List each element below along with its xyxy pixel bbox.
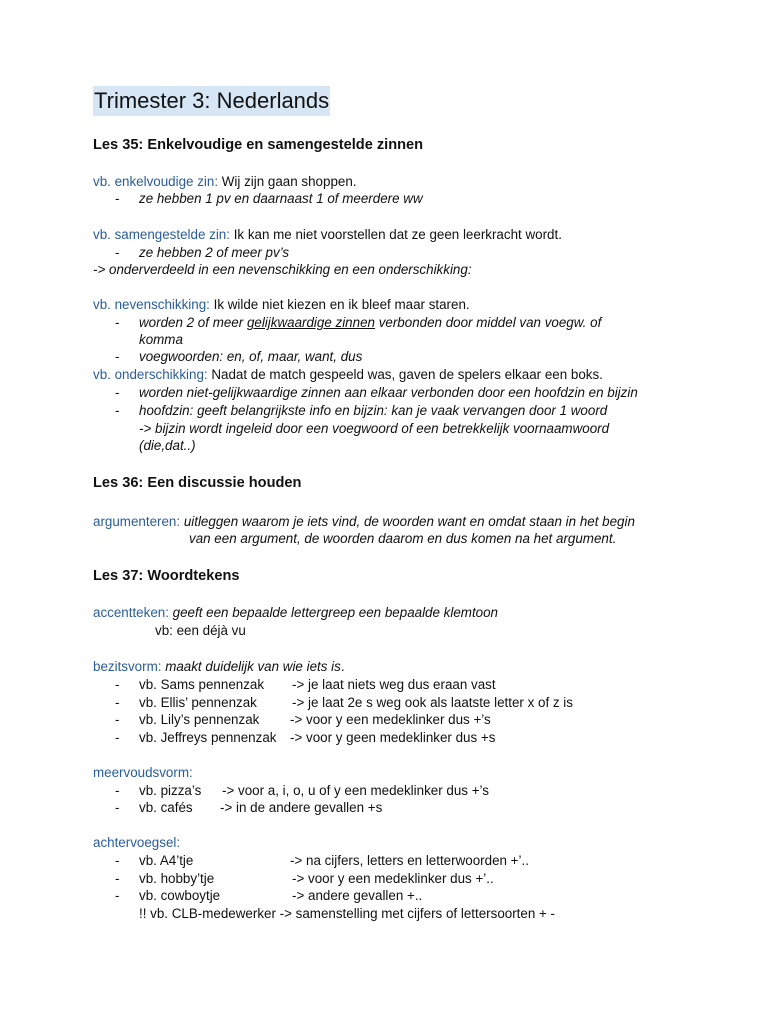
bullet-dash: - bbox=[115, 730, 120, 745]
label-bezitsvorm: bezitsvorm: bbox=[93, 659, 162, 674]
text-enkelvoudige-zin: Wij zijn gaan shoppen. bbox=[218, 174, 357, 189]
label-samengestelde-zin: vb. samengestelde zin: bbox=[93, 227, 230, 242]
bullet-dash: - bbox=[115, 695, 120, 710]
example-word: vb. hobby’tje bbox=[139, 871, 215, 886]
text-bezitsvorm-dot: . bbox=[340, 659, 345, 674]
example-word: vb. pizza’s bbox=[139, 783, 202, 798]
example-word: vb. Jeffreys pennenzak bbox=[139, 730, 277, 745]
bullet-dash: - bbox=[115, 385, 120, 400]
bullet-text: ze hebben 2 of meer pv’s bbox=[139, 245, 290, 260]
label-accentteken: accentteken: bbox=[93, 605, 169, 620]
example-rule: -> voor y een medeklinker dus +’.. bbox=[292, 871, 494, 886]
example-word: vb. Sams pennenzak bbox=[139, 677, 265, 692]
definition-argumenteren bbox=[93, 513, 635, 531]
example-rule: -> in de andere gevallen +s bbox=[220, 800, 383, 815]
definition-meervoudsvorm bbox=[93, 764, 193, 782]
bullet-text-part: verbonden door middel van voegw. of bbox=[374, 315, 602, 330]
text-argumenteren: uitleggen waarom je iets vind, de woorden want en omdat staan in het begin bbox=[180, 514, 635, 529]
bullet-dash: - bbox=[115, 403, 120, 418]
example-rule: -> na cijfers, letters en letterwoorden +’.. bbox=[290, 853, 529, 868]
example-word: vb. Ellis’ pennenzak bbox=[139, 695, 257, 710]
bullet-dash: - bbox=[115, 888, 120, 903]
label-enkelvoudige-zin: vb. enkelvoudige zin: bbox=[93, 174, 219, 189]
text-bezitsvorm: maakt duidelijk van wie iets is bbox=[161, 659, 341, 674]
bullet-dash: - bbox=[115, 800, 120, 815]
bullet-dash: - bbox=[115, 712, 120, 727]
bullet-text: hoofdzin: geeft belangrijkste info en bijzin: kan je vaak vervangen door 1 woord bbox=[139, 403, 608, 418]
bullet-dash: - bbox=[115, 191, 120, 206]
note-clb-medewerker: !! vb. CLB-medewerker -> samenstelling met cijfers of lettersoorten + - bbox=[139, 906, 556, 921]
definition-accentteken bbox=[93, 604, 498, 622]
bullet-text: worden niet-gelijkwaardige zinnen aan elkaar verbonden door een hoofdzin en bijzin bbox=[139, 385, 638, 400]
bullet-dash: - bbox=[115, 871, 120, 886]
bullet-dash: - bbox=[115, 349, 120, 364]
definition-bezitsvorm bbox=[93, 658, 345, 676]
definition-achtervoegsel bbox=[93, 834, 180, 852]
text-onderschikking: Nadat de match gespeeld was, gaven de spelers elkaar een boks. bbox=[207, 367, 603, 382]
page-title: Trimester 3: Nederlands bbox=[93, 86, 330, 116]
bullet-ond-2-continuation-2: (die,dat..) bbox=[139, 438, 196, 453]
label-onderschikking: vb. onderschikking: bbox=[93, 367, 208, 382]
example-nevenschikking bbox=[93, 296, 470, 314]
example-rule: -> je laat niets weg dus eraan vast bbox=[292, 677, 496, 692]
example-rule: -> je laat 2e s weg ook als laatste letter x of z is bbox=[292, 695, 573, 710]
arrow-note-onderverdeeld: -> onderverdeeld in een nevenschikking en een onderschikking: bbox=[93, 262, 472, 277]
label-nevenschikking: vb. nevenschikking: bbox=[93, 297, 210, 312]
example-word: vb. A4’tje bbox=[139, 853, 194, 868]
underlined-term: gelijkwaardige zinnen bbox=[246, 315, 375, 330]
bullet-dash: - bbox=[115, 783, 120, 798]
definition-argumenteren-continuation: van een argument, de woorden daarom en dus komen na het argument. bbox=[189, 531, 617, 546]
bullet-dash: - bbox=[115, 677, 120, 692]
bullet-ond-2-continuation: -> bijzin wordt ingeleid door een voegwoord of een betrekkelijk voornaamwoord bbox=[139, 421, 610, 436]
example-rule: -> andere gevallen +.. bbox=[292, 888, 423, 903]
bullet-text: ze hebben 1 pv en daarnaast 1 of meerdere ww bbox=[139, 191, 423, 206]
heading-les-37: Les 37: Woordtekens bbox=[93, 568, 240, 584]
bullet-dash: - bbox=[115, 245, 120, 260]
example-rule: -> voor y geen medeklinker dus +s bbox=[290, 730, 496, 745]
heading-les-36: Les 36: Een discussie houden bbox=[93, 475, 302, 491]
example-accentteken: vb: een déjà vu bbox=[155, 623, 246, 638]
bullet-text: voegwoorden: en, of, maar, want, dus bbox=[139, 349, 363, 364]
bullet-text-part: worden 2 of meer bbox=[139, 315, 247, 330]
label-achtervoegsel: achtervoegsel: bbox=[93, 835, 181, 850]
example-word: vb. Lily’s pennenzak bbox=[139, 712, 260, 727]
text-samengestelde-zin: Ik kan me niet voorstellen dat ze geen leerkracht wordt. bbox=[229, 227, 562, 242]
bullet-dash: - bbox=[115, 315, 120, 330]
label-argumenteren: argumenteren: bbox=[93, 514, 181, 529]
text-nevenschikking: Ik wilde niet kiezen en ik bleef maar staren. bbox=[209, 297, 470, 312]
example-rule: -> voor a, i, o, u of y een medeklinker dus +’s bbox=[222, 783, 489, 798]
example-word: vb. cowboytje bbox=[139, 888, 221, 903]
text-accentteken: geeft een bepaalde lettergreep een bepaalde klemtoon bbox=[168, 605, 499, 620]
example-samengestelde-zin bbox=[93, 226, 562, 244]
bullet-text bbox=[139, 314, 601, 332]
example-enkelvoudige-zin bbox=[93, 173, 357, 191]
example-onderschikking bbox=[93, 366, 603, 384]
example-word: vb. cafés bbox=[139, 800, 193, 815]
label-meervoudsvorm: meervoudsvorm: bbox=[93, 765, 193, 780]
bullet-dash: - bbox=[115, 853, 120, 868]
example-rule: -> voor y een medeklinker dus +’s bbox=[290, 712, 491, 727]
bullet-nev-1-continuation: komma bbox=[139, 332, 183, 347]
heading-les-35: Les 35: Enkelvoudige en samengestelde zinnen bbox=[93, 137, 424, 153]
